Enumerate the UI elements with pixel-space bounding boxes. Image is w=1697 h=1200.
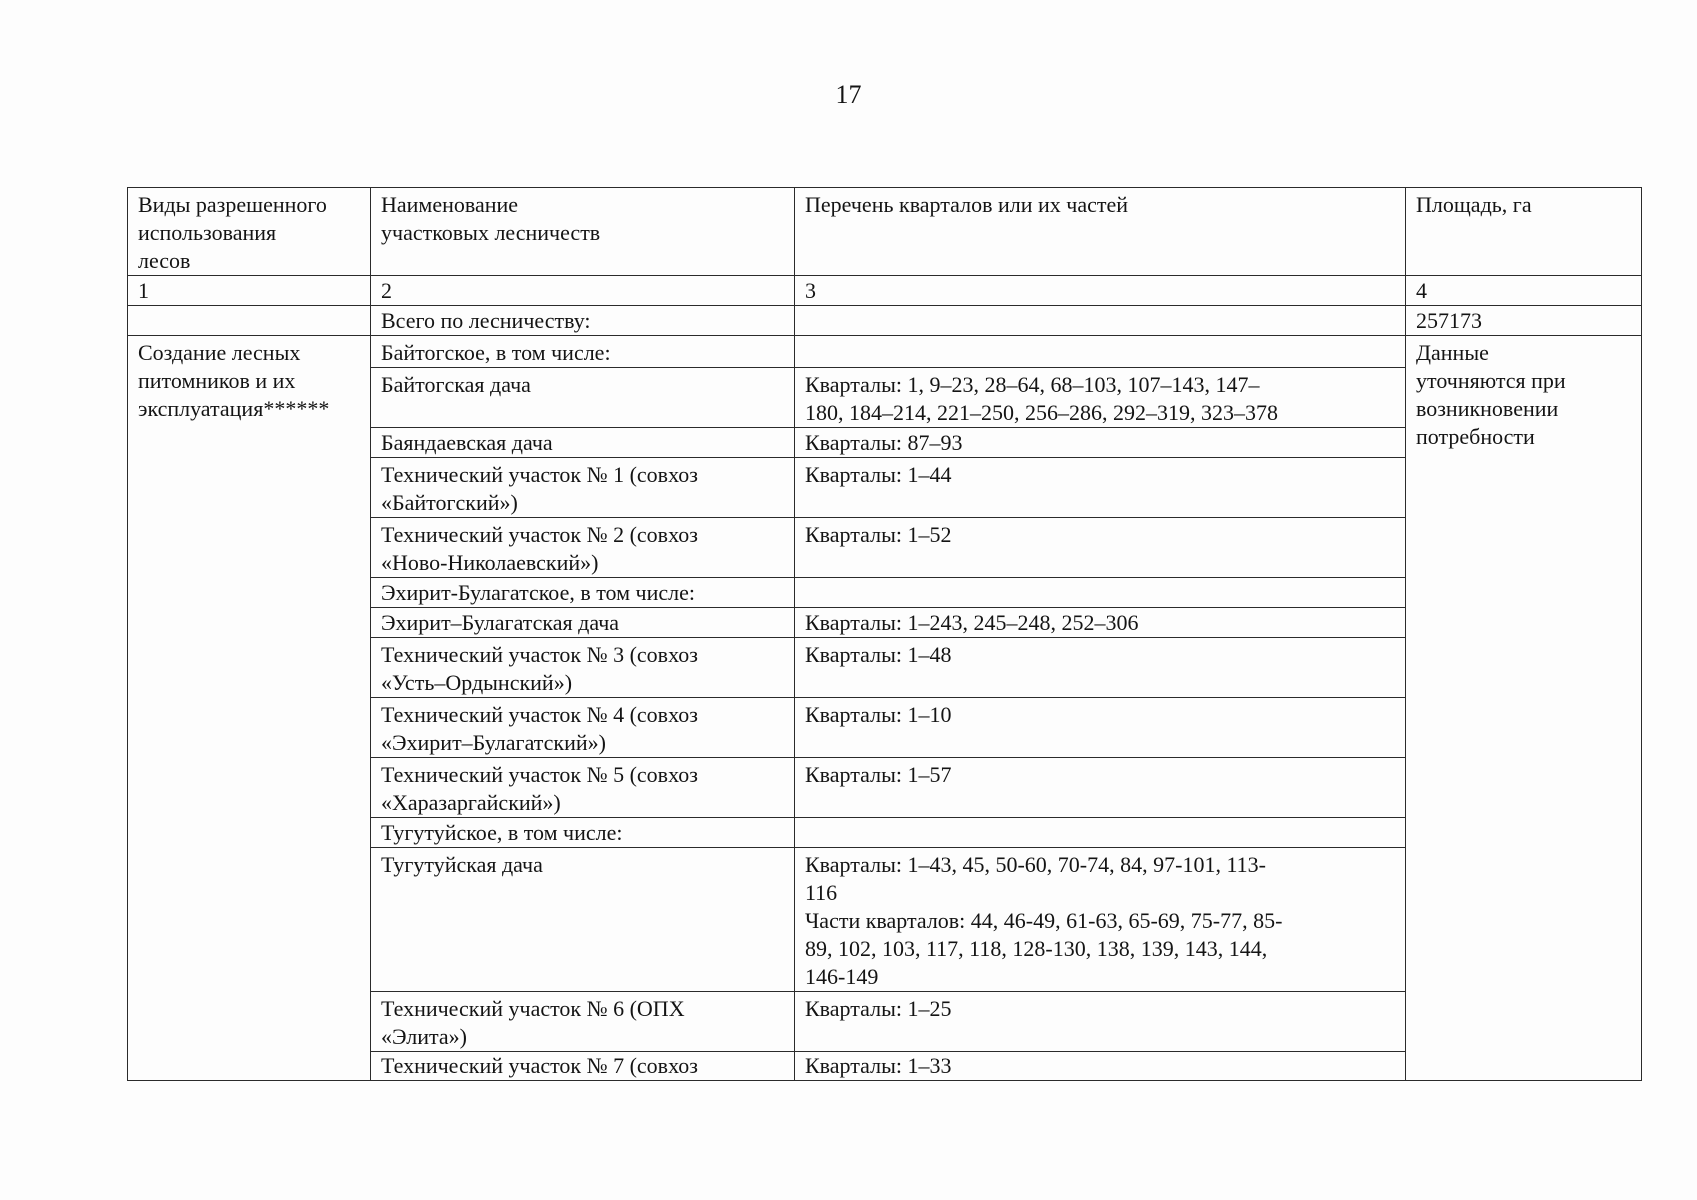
forestry-name-cell: Байтогское, в том числе:	[371, 336, 795, 368]
header-quarters-list: Перечень кварталов или их частей	[795, 188, 1406, 276]
quarters-parts: Части кварталов: 44, 46-49, 61-63, 65-69, 75-77, 85- 89, 102, 103, 117, 118, 128-130, 138, 139, 143, 144, 146-149	[805, 908, 1283, 989]
use-type-cell: Создание лесных питомников и их эксплуатация******	[128, 336, 371, 1081]
column-number: 4	[1406, 276, 1642, 306]
table-header-row	[128, 188, 1642, 276]
column-number: 2	[371, 276, 795, 306]
quarters-cell: Кварталы: 1, 9–23, 28–64, 68–103, 107–143, 147– 180, 184–214, 221–250, 256–286, 292–319, 323–378	[795, 368, 1406, 428]
total-row	[128, 306, 1642, 336]
quarters-full: Кварталы: 1–43, 45, 50-60, 70-74, 84, 97-101, 113- 116	[805, 852, 1266, 905]
header-forestry-name: Наименование участковых лесничеств	[371, 188, 795, 276]
empty-cell	[128, 306, 371, 336]
forestry-name-cell: Технический участок № 7 (совхоз	[371, 1052, 795, 1081]
forestry-name-cell: Технический участок № 1 (совхоз «Байтогский»)	[371, 458, 795, 518]
quarters-cell: Кварталы: 1–25	[795, 992, 1406, 1052]
quarters-cell: Кварталы: 1–48	[795, 638, 1406, 698]
quarters-cell	[795, 848, 1406, 992]
quarters-cell: Кварталы: 1–10	[795, 698, 1406, 758]
quarters-cell: Кварталы: 1–44	[795, 458, 1406, 518]
table-row	[128, 336, 1642, 368]
column-number-row	[128, 276, 1642, 306]
quarters-cell: Кварталы: 1–52	[795, 518, 1406, 578]
empty-cell	[795, 306, 1406, 336]
forestry-name-cell: Технический участок № 4 (совхоз «Эхирит–Булагатский»)	[371, 698, 795, 758]
forestry-name-cell: Эхирит-Булагатское, в том числе:	[371, 578, 795, 608]
column-number: 1	[128, 276, 371, 306]
forestry-name-cell: Технический участок № 5 (совхоз «Харазаргайский»)	[371, 758, 795, 818]
quarters-cell: Кварталы: 87–93	[795, 428, 1406, 458]
quarters-cell: Кварталы: 1–33	[795, 1052, 1406, 1081]
forestry-name-cell: Тугутуйская дача	[371, 848, 795, 992]
forestry-name-cell: Тугутуйское, в том числе:	[371, 818, 795, 848]
page-number: 17	[835, 80, 862, 109]
total-area: 257173	[1406, 306, 1642, 336]
forestry-name-cell: Баяндаевская дача	[371, 428, 795, 458]
quarters-cell	[795, 578, 1406, 608]
header-use-type: Виды разрешенного использования лесов	[128, 188, 371, 276]
quarters-cell	[795, 336, 1406, 368]
forestry-name-cell: Байтогская дача	[371, 368, 795, 428]
area-note-cell: Данные уточняются при возникновении потребности	[1406, 336, 1642, 1081]
forestry-name-cell: Эхирит–Булагатская дача	[371, 608, 795, 638]
forestry-name-cell: Технический участок № 3 (совхоз «Усть–Ордынский»)	[371, 638, 795, 698]
total-label: Всего по лесничеству:	[371, 306, 795, 336]
quarters-cell	[795, 818, 1406, 848]
forestry-name-cell: Технический участок № 6 (ОПХ «Элита»)	[371, 992, 795, 1052]
column-number: 3	[795, 276, 1406, 306]
header-area: Площадь, га	[1406, 188, 1642, 276]
quarters-cell: Кварталы: 1–57	[795, 758, 1406, 818]
quarters-cell: Кварталы: 1–243, 245–248, 252–306	[795, 608, 1406, 638]
forestry-name-cell: Технический участок № 2 (совхоз «Ново-Николаевский»)	[371, 518, 795, 578]
forest-use-table	[127, 187, 1642, 1081]
